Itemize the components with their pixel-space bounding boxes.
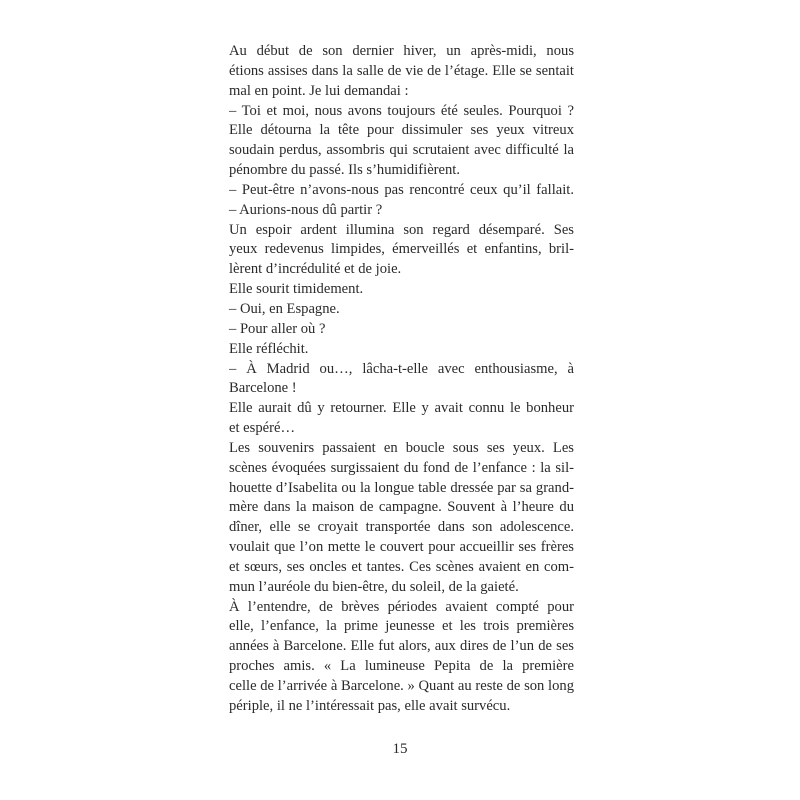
paragraph: [229, 439, 574, 598]
text-line: voulait que l’on mette le couvert pour accueillir ses frères: [229, 539, 574, 556]
text-line: houette d’Isabelita ou la longue table dressée par sa grand-: [229, 479, 574, 496]
text-line: – Pour aller où ?: [229, 320, 326, 337]
text-line: Barcelone !: [229, 380, 297, 397]
text-line: Elle réfléchit.: [229, 340, 309, 357]
body-text: [229, 42, 574, 717]
paragraph: [229, 340, 574, 360]
paragraph: [229, 598, 574, 717]
paragraph: [229, 121, 574, 181]
text-line: – Toi et moi, nous avons toujours été seules. Pourquoi ?: [229, 102, 574, 119]
text-line: mun l’auréole du bien-être, du soleil, de la gaieté.: [229, 578, 519, 595]
text-line: yeux redevenus limpides, émerveillés et enfantins, bril-: [229, 241, 574, 258]
paragraph: [229, 201, 574, 221]
paragraph: [229, 320, 574, 340]
paragraph: [229, 399, 574, 439]
text-line: proches amis. « La lumineuse Pepita de la première: [229, 658, 574, 675]
paragraph: [229, 280, 574, 300]
text-line: scènes évoquées surgissaient du fond de l’enfance : la sil-: [229, 459, 574, 476]
text-line: mère dans la maison de campagne. Souvent à l’heure du: [229, 499, 574, 516]
text-line: – Oui, en Espagne.: [229, 300, 340, 317]
paragraph: [229, 221, 574, 281]
text-line: – Peut-être n’avons-nous pas rencontré ceux qu’il fallait.: [229, 181, 574, 198]
page-number: 15: [392, 741, 408, 757]
text-line: pénombre du passé. Ils s’humidifièrent.: [229, 162, 461, 179]
text-line: Elle aurait dû y retourner. Elle y avait connu le bonheur: [229, 400, 574, 417]
text-line: soudain perdus, assombris qui scrutaient avec difficulté la: [229, 142, 574, 159]
text-line: et sœurs, ses oncles et tantes. Ces scènes avaient en com-: [229, 558, 574, 575]
paragraph: [229, 42, 574, 102]
paragraph: [229, 300, 574, 320]
text-line: dîner, elle se croyait transportée dans son adolescence.: [229, 519, 574, 536]
text-line: lèrent d’incrédulité et de joie.: [229, 261, 402, 278]
text-line: périple, il ne l’intéressait pas, elle avait survécu.: [229, 697, 511, 714]
text-line: Un espoir ardent illumina son regard désemparé. Ses: [229, 221, 574, 238]
text-line: elle, l’enfance, la prime jeunesse et les trois premières: [229, 618, 574, 635]
text-line: – Aurions-nous dû partir ?: [229, 201, 383, 218]
text-line: années à Barcelone. Elle fut alors, aux dires de l’un de ses: [229, 638, 574, 655]
text-line: Elle sourit timidement.: [229, 281, 364, 298]
text-line: Au début de son dernier hiver, un après-midi, nous: [229, 43, 574, 59]
paragraph: [229, 102, 574, 122]
text-line: Elle détourna la tête pour dissimuler ses yeux vitreux: [229, 122, 574, 139]
text-line: et espéré…: [229, 420, 296, 437]
paragraph: [229, 360, 574, 400]
text-line: – À Madrid ou…, lâcha-t-elle avec enthousiasme, à: [229, 360, 574, 377]
text-line: Les souvenirs passaient en boucle sous ses yeux. Les: [229, 439, 574, 456]
text-line: À l’entendre, de brèves périodes avaient compté pour: [229, 598, 574, 615]
paragraph: [229, 181, 574, 201]
text-line: mal en point. Je lui demandai :: [229, 82, 409, 99]
text-line: étions assises dans la salle de vie de l’étage. Elle se sentait: [229, 62, 574, 79]
text-line: celle de l’arrivée à Barcelone. » Quant au reste de son long: [229, 678, 574, 694]
